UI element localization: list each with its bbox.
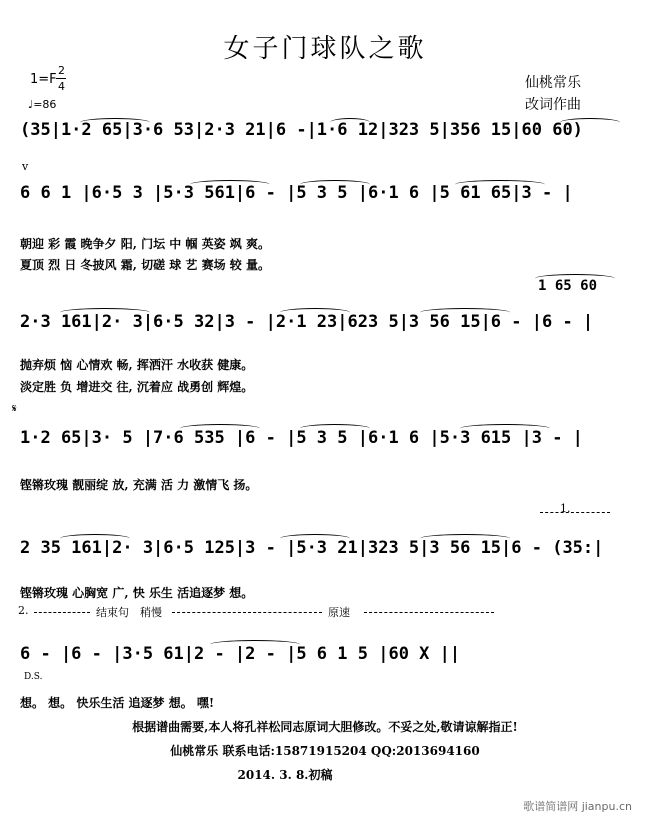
time-signature-bottom: 4 <box>58 80 65 93</box>
slur <box>60 308 150 317</box>
coda-notes: 1 65 60 <box>538 278 598 294</box>
staff-2-lyrics-verse-2: 夏顶 烈 日 冬披风 霜, 切磋 球 艺 赛场 较 量。 <box>20 258 270 272</box>
staff-2-notes: 6 6 1 |6·5 3 |5·3 561|6 - |5 3 5 |6·1 6 |5 61 65|3 - | <box>20 183 573 203</box>
staff-6-lyrics: 想。 想。 快乐生活 追逐梦 想。 嘿! <box>20 696 215 710</box>
slur <box>460 424 550 433</box>
slur <box>420 534 510 543</box>
key-signature: 1=F <box>30 72 57 87</box>
slur <box>60 534 130 543</box>
staff-3-lyrics-verse-2: 淡定胜 负 增进交 往, 沉着应 战勇创 辉煌。 <box>20 380 254 394</box>
staff-1-notes: (35|1·2 65|3·6 53|2·3 21|6 -|1·6 12|323 5|356 15|60 60) <box>20 120 583 140</box>
ending-phrase-label: 结束句 <box>96 606 129 619</box>
slur <box>455 180 545 189</box>
second-ending-label: 2. <box>18 604 29 617</box>
watermark: 歌谱简谱网 jianpu.cn <box>523 800 632 813</box>
segno-mark: 𝄋 <box>12 402 17 415</box>
slur <box>280 308 350 317</box>
time-signature-divider <box>56 78 66 79</box>
composer-role: 改词作曲 <box>525 97 581 113</box>
slur <box>280 534 350 543</box>
time-signature-top: 2 <box>58 64 65 77</box>
slur <box>180 424 260 433</box>
slur <box>210 640 300 649</box>
slur <box>420 308 510 317</box>
staff-6-notes: 6 - |6 - |3·5 61|2 - |2 - |5 6 1 5 |60 X || <box>20 644 461 664</box>
slur <box>560 118 620 127</box>
staff-3-lyrics-verse-1: 抛弃烦 恼 心情欢 畅, 挥洒汗 水收获 健康。 <box>20 358 254 372</box>
slur <box>300 180 370 189</box>
footer-contact: 仙桃常乐 联系电话:15871915204 QQ:2013694160 <box>170 744 480 758</box>
page-title: 女子门球队之歌 <box>223 34 427 64</box>
staff-5-notes: 2 35 161|2· 3|6·5 125|3 - |5·3 21|323 5|3 56 15|6 - (35:| <box>20 538 604 558</box>
original-speed-line <box>364 612 494 613</box>
volta-1-bracket <box>540 512 610 513</box>
tempo-marking: ♩=86 <box>28 98 57 111</box>
slur <box>300 424 370 433</box>
staff-5-lyrics: 铿锵玫瑰 心胸宽 广, 快 乐生 活追逐梦 想。 <box>20 586 254 600</box>
footer-date: 2014. 3. 8.初稿 <box>237 768 333 782</box>
staff-3-notes: 2·3 161|2· 3|6·5 32|3 - |2·1 23|623 5|3 56 15|6 - |6 - | <box>20 312 594 332</box>
slur <box>190 180 270 189</box>
slower-label: 稍慢 <box>140 606 162 619</box>
original-speed-label: 原速 <box>328 606 350 619</box>
ds-marking: D.S. <box>24 672 43 682</box>
slur <box>535 274 615 283</box>
footer-note: 根据谱曲需要,本人将孔祥松同志原词大胆修改。不妥之处,敬请谅解指正! <box>132 720 518 734</box>
slur <box>80 118 150 127</box>
slur <box>330 118 370 127</box>
breath-mark: v <box>22 160 29 173</box>
slower-line <box>172 612 322 613</box>
staff-4-lyrics: 铿锵玫瑰 靓丽绽 放, 充满 活 力 激情飞 扬。 <box>20 478 258 492</box>
volta-1-label: 1. <box>560 502 571 515</box>
staff-2-lyrics-verse-1: 朝迎 彩 霞 晚争夕 阳, 门坛 中 帼 英姿 飒 爽。 <box>20 237 270 251</box>
composer-name: 仙桃常乐 <box>525 75 581 91</box>
second-ending-bracket <box>34 612 90 613</box>
staff-4-notes: 1·2 65|3· 5 |7·6 535 |6 - |5 3 5 |6·1 6 |5·3 615 |3 - | <box>20 428 583 448</box>
